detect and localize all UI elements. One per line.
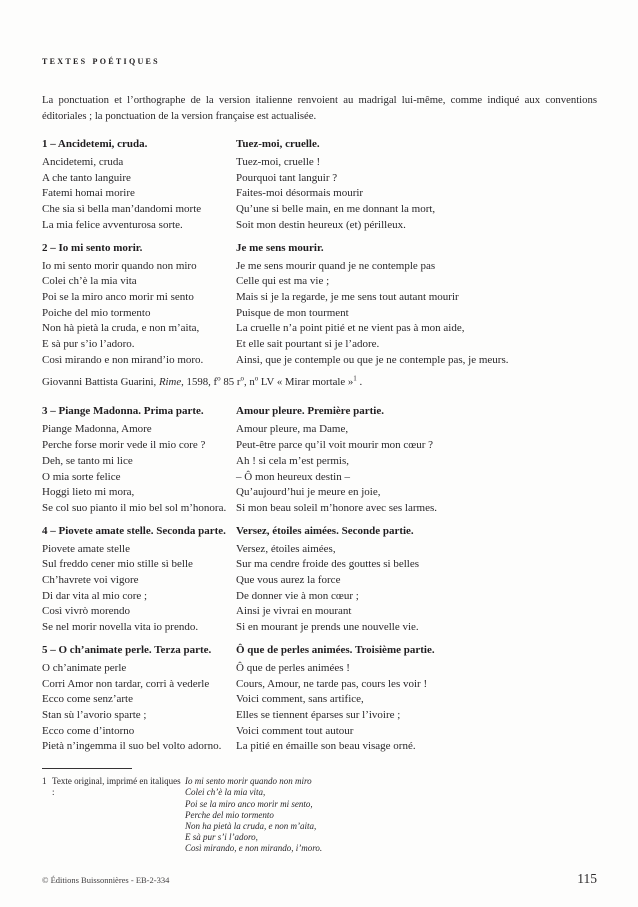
poem-line: E sà pur s’io l’adoro.: [42, 338, 135, 351]
poem-line: De donner vie à mon cœur ;: [236, 589, 359, 602]
footnote-line: Così mirando, e non mirando, i’moro.: [185, 843, 323, 854]
poem-line: Voici comment, sans artifice,: [236, 693, 364, 706]
poem-title-italian: 4 – Piovete amate stelle. Seconda parte.: [42, 524, 226, 537]
poem-lines-italian: [42, 422, 236, 516]
poem-line: Celle qui est ma vie ;: [236, 275, 330, 288]
poem-line: Versez, étoiles aimées,: [236, 542, 336, 555]
citation-text: , 1598, f: [181, 376, 218, 389]
poem-line: Pietà n’ingemma il suo bel volto adorno.: [42, 740, 222, 753]
footnote-line: Non ha pietà la cruda, e non m’aita,: [185, 820, 317, 831]
poem-title-italian: 3 – Piange Madonna. Prima parte.: [42, 405, 204, 418]
poem-line: Soit mon destin heureux (et) périlleux.: [236, 218, 406, 231]
poem-line: La mia felice avventurosa sorte.: [42, 218, 183, 231]
poem-line: Se nel morir novella vita io prendo.: [42, 621, 199, 634]
footnote-separator-rule: [42, 768, 132, 769]
poem-column-italian: [42, 643, 236, 755]
footnote-label: [42, 776, 185, 798]
poem-line: Si en mourant je prends une nouvelle vie.: [236, 621, 419, 634]
poem-column-italian: [42, 137, 236, 234]
footnote-reference: 1: [353, 374, 357, 383]
poem-line: Colei ch’è la mia vita: [42, 275, 137, 288]
poem-line: Ainsi, que je contemple ou que je ne contemple pas, je meurs.: [236, 353, 509, 366]
poem-line: Ancidetemi, cruda: [42, 156, 124, 168]
poem-line: Fatemi homai morire: [42, 187, 135, 200]
poem-line: Ô que de perles animées !: [236, 661, 350, 674]
poem-line: Et elle sait pourtant si je l’adore.: [236, 338, 380, 351]
poem-lines-italian: [42, 542, 236, 636]
poem-column-french: [236, 241, 597, 369]
poem-line: Ah ! si cela m’est permis,: [236, 454, 350, 467]
poem-line: Tuez-moi, cruelle !: [236, 156, 321, 168]
poem-line: Que vous aurez la force: [236, 574, 341, 587]
poem-line: O ch’animate perle: [42, 661, 127, 674]
poem-line: Piovete amate stelle: [42, 542, 130, 555]
poem-line: La pitié en émaille son beau visage orné.: [236, 740, 416, 753]
footnote-number: 1: [42, 776, 47, 787]
poem-column-french: [236, 643, 597, 755]
poem-title-italian: 2 – Io mi sento morir.: [42, 241, 143, 254]
poem-line: A che tanto languire: [42, 171, 131, 184]
footnote-label-text: Texte original, imprimé en italiques :: [52, 776, 181, 798]
footnote-line: Colei ch’è la mia vita,: [185, 787, 266, 798]
poem-line: Sur ma cendre froide des gouttes si belles: [236, 558, 419, 571]
page-number: 115: [577, 871, 597, 886]
footnote-line: Perche del mio tormento: [185, 809, 274, 820]
poem-line: Non hà pietà la cruda, e non m’aita,: [42, 322, 200, 335]
poem-title-italian: 1 – Ancidetemi, cruda.: [42, 138, 148, 150]
page-footer: [42, 871, 597, 887]
poem-lines-french: [236, 259, 597, 369]
footnote-line: Poi se la miro anco morir mi sento,: [185, 798, 313, 809]
poem-line: Pourquoi tant languir ?: [236, 171, 338, 184]
poem-column-italian: [42, 404, 236, 516]
poem-line: Cours, Amour, ne tarde pas, cours les voir !: [236, 677, 428, 690]
poem-line: La cruelle n’a point pitié et ne vient pas à mon aide,: [236, 322, 465, 335]
citation-superscript: o: [217, 374, 221, 383]
page-title: textes poétiques: [42, 55, 160, 67]
source-citation: [42, 375, 597, 389]
footnote: [42, 768, 597, 854]
footnote-line: Io mi sento morir quando non miro: [185, 776, 312, 787]
poem-lines-french: [236, 661, 597, 755]
poem-line: Così vivrò morendo: [42, 605, 130, 618]
poem-line: Stan sù l’avorio sparte ;: [42, 708, 147, 721]
poem-title-french: Tuez-moi, cruelle.: [236, 138, 320, 150]
poem-section-2: [42, 241, 597, 369]
poem-line: – Ô mon heureux destin –: [236, 470, 350, 483]
citation-author: Giovanni Battista Guarini,: [42, 376, 159, 389]
poem-column-italian: [42, 524, 236, 636]
poem-line: Io mi sento morir quando non miro: [42, 259, 197, 272]
poem-lines-italian: [42, 259, 236, 369]
poem-line: Je me sens mourir quand je ne contemple pas: [236, 259, 436, 272]
poem-line: Corri Amor non tardar, corri à vederle: [42, 677, 210, 690]
poem-lines-french: [236, 422, 597, 516]
poem-line: Ecco come d’intorno: [42, 724, 135, 737]
poem-line: Si mon beau soleil m’honore avec ses larmes.: [236, 501, 438, 514]
citation-text: , n: [243, 376, 255, 389]
poem-line: Qu’une si belle main, en me donnant la mort,: [236, 203, 436, 216]
poem-line: Poi se la miro anco morir mi sento: [42, 290, 194, 303]
poem-line: Peut-être parce qu’il voit mourir mon cœur ?: [236, 439, 434, 452]
poem-line: Così mirando e non mirand’io moro.: [42, 353, 204, 366]
poem-section-4: [42, 524, 597, 636]
poem-line: Voici comment tout autour: [236, 724, 354, 737]
poem-line: Amour pleure, ma Dame,: [236, 423, 349, 436]
poem-section-1: [42, 137, 597, 234]
citation-superscript: o: [240, 374, 244, 383]
copyright-notice: © Éditions Buissonnières - EB-2-334: [42, 875, 170, 885]
poem-line: Puisque de mon tourment: [236, 306, 349, 319]
poem-line: Sul freddo cener mio stille sì belle: [42, 558, 193, 571]
footnote-line: E sà pur s’i l’adoro,: [185, 832, 258, 843]
poem-title-french: Versez, étoiles aimées. Seconde partie.: [236, 524, 414, 537]
poem-line: Poiche del mio tormento: [42, 306, 151, 319]
poem-line: Elles se tiennent éparses sur l’ivoire ;: [236, 708, 401, 721]
poem-title-italian: 5 – O ch’animate perle. Terza parte.: [42, 643, 212, 656]
citation-work-title: Rime: [158, 376, 182, 389]
poem-line: Hoggi lieto mi mora,: [42, 486, 135, 499]
poem-lines-italian: [42, 155, 236, 234]
poem-line: Mais si je la regarde, je me sens tout autant mourir: [236, 290, 459, 303]
poem-lines-italian: [42, 661, 236, 755]
poem-line: Di dar vita al mio core ;: [42, 589, 148, 602]
poem-line: Ecco come senz’arte: [42, 693, 133, 706]
poem-line: Piange Madonna, Amore: [42, 423, 152, 436]
poem-title-french: Je me sens mourir.: [236, 241, 324, 254]
poem-line: Perche forse morir vede il mio core ?: [42, 439, 206, 452]
poem-line: O mia sorte felice: [42, 470, 121, 483]
poem-lines-french: [236, 155, 597, 234]
poem-line: Qu’aujourd’hui je meure en joie,: [236, 486, 381, 499]
poem-section-3: [42, 404, 597, 516]
poem-title-french: Ô que de perles animées. Troisième partie.: [236, 643, 435, 656]
poem-column-french: [236, 137, 597, 234]
poem-line: Faites-moi désormais mourir: [236, 187, 364, 200]
footnote-original-text: [185, 776, 322, 854]
poem-column-french: [236, 404, 597, 516]
poem-line: Se col suo pianto il mio bel sol m’honora.: [42, 501, 227, 514]
poem-line: Ainsi je vivrai en mourant: [236, 605, 352, 618]
footnote-body: [42, 776, 597, 854]
citation-text: LV « Mirar mortale »: [258, 376, 354, 389]
poem-title-french: Amour pleure. Première partie.: [236, 405, 384, 418]
poem-column-italian: [42, 241, 236, 369]
intro-paragraph: La ponctuation et l’orthographe de la version italienne renvoient au madrigal lui-même, comme indiqué aux conventions éditoriales ; la ponctuation de la version française est actualisée.: [42, 94, 597, 122]
poem-line: Ch’havrete voi vigore: [42, 574, 139, 587]
poem-column-french: [236, 524, 597, 636]
citation-text: 85 r: [220, 376, 241, 389]
poem-section-5: [42, 643, 597, 755]
poem-line: Che sia sì bella man’dandomi morte: [42, 203, 202, 216]
poem-lines-french: [236, 542, 597, 636]
poem-line: Deh, se tanto mi lice: [42, 454, 133, 467]
citation-superscript: o: [254, 374, 259, 383]
citation-text: .: [356, 376, 363, 389]
